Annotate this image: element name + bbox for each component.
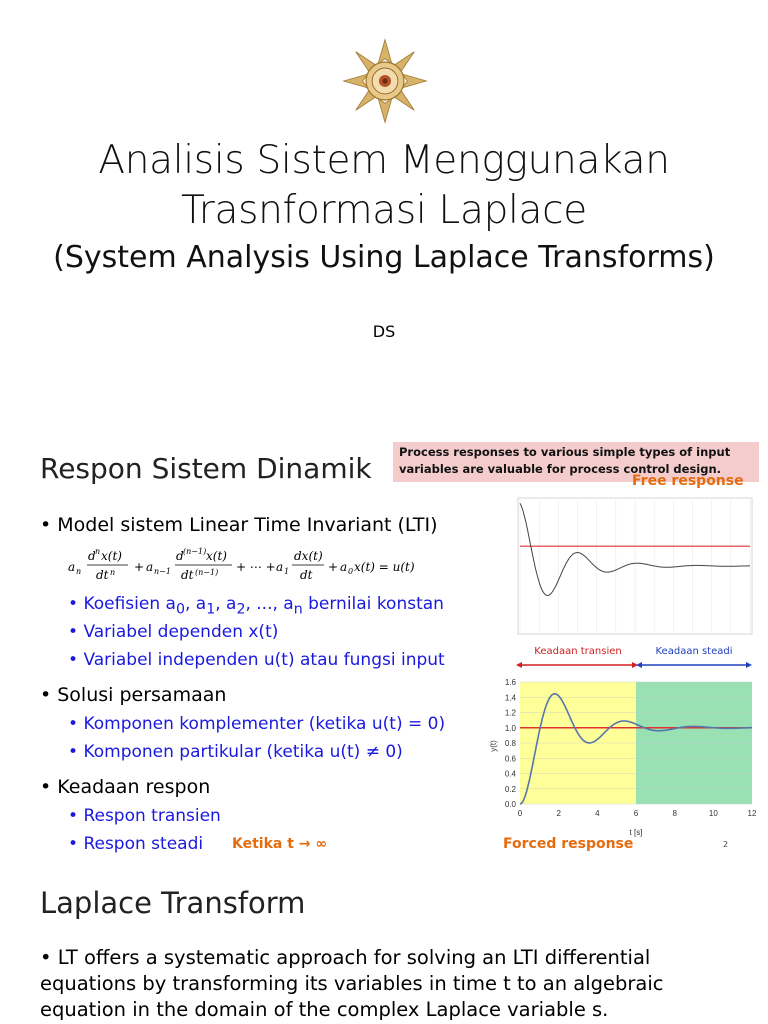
- region-label-transien: Keadaan transien: [534, 646, 622, 657]
- transien-text: Respon transien: [83, 806, 221, 826]
- steadi-text: Respon steadi: [83, 834, 204, 854]
- svg-text:x(t) = u(t): x(t) = u(t): [354, 560, 415, 574]
- svg-text:a: a: [146, 560, 154, 574]
- svg-text:(n−1): (n−1): [183, 547, 207, 556]
- svg-text:n−1: n−1: [154, 567, 171, 576]
- sub-bullet-dependen: • Variabel dependen x(t): [68, 622, 279, 642]
- partikular-text: Komponen partikular (ketika u(t) ≠ 0): [83, 742, 403, 762]
- callout-box: Process responses to various simple types of input variables are valuable for process control design.: [393, 442, 759, 482]
- slide-title-respon: Respon Sistem Dinamik: [40, 452, 372, 485]
- bullet-solusi: • Solusi persamaan: [40, 684, 227, 706]
- svg-text:n: n: [95, 547, 101, 556]
- forced-y-tick: 0.4: [504, 769, 516, 779]
- forced-x-tick: 2: [556, 809, 561, 818]
- svg-text:a: a: [340, 560, 348, 574]
- forced-response-label: Forced response: [503, 836, 634, 852]
- forced-x-tick: 8: [672, 809, 677, 818]
- forced-y-tick: 0.0: [504, 800, 516, 809]
- svg-text:n: n: [76, 567, 82, 576]
- steadi-arrow-right-head: [746, 662, 752, 668]
- forced-x-tick: 12: [747, 809, 757, 818]
- koefisien-suffix: bernilai konstan: [302, 594, 444, 614]
- forced-x-tick: 10: [708, 809, 718, 818]
- bullet-lti-model: • Model sistem Linear Time Invariant (LTI): [40, 514, 438, 536]
- svg-text:0: 0: [348, 567, 354, 576]
- laplace-bullet-text: LT offers a systematic approach for solving an LTI differential equations by transforming its variables in time t to an algebraic equation in the domain of the complex Laplace variable s.: [40, 946, 664, 1021]
- svg-text:(n−1): (n−1): [195, 568, 219, 577]
- sub-bullet-koefisien: • Koefisien $a_0$, $a_1$, $a_2$, ..., $a_n$ bernilai konstan: [68, 594, 444, 618]
- komplementer-text: Komponen komplementer (ketika u(t) = 0): [83, 714, 446, 734]
- university-seal-logo: [342, 38, 428, 124]
- lti-differential-equation: [68, 545, 488, 587]
- svg-text:a: a: [68, 560, 76, 574]
- forced-x-axis-label: t [s]: [629, 828, 643, 837]
- svg-text:a: a: [276, 560, 284, 574]
- forced-y-tick: 0.6: [504, 754, 516, 764]
- forced-y-tick: 1.0: [504, 723, 516, 733]
- region-label-steadi: Keadaan steadi: [655, 646, 733, 657]
- svg-text:1: 1: [284, 567, 290, 576]
- solusi-text: Solusi persamaan: [57, 684, 227, 706]
- laplace-bullet: • LT offers a systematic approach for solving an LTI differential equations by transforming its variables in time t to an algebraic equation in the domain of the complex Laplace variable s.: [40, 946, 664, 1021]
- bullet-lti-text: Model sistem Linear Time Invariant (LTI): [57, 514, 438, 536]
- transien-arrow-left-head: [516, 662, 522, 668]
- sub-bullet-steadi: • Respon steadi: [68, 834, 204, 854]
- independen-text: Variabel independen u(t) atau fungsi input: [83, 650, 445, 670]
- svg-text:d: d: [176, 549, 184, 563]
- svg-text:dt: dt: [181, 568, 194, 582]
- title-line-2: Trasnformasi Laplace: [181, 188, 587, 233]
- slide-title-laplace: Laplace Transform: [40, 886, 306, 920]
- forced-y-tick: 1.6: [504, 678, 516, 687]
- title-line-1: Analisis Sistem Menggunakan: [98, 138, 670, 183]
- dependen-text: Variabel dependen x(t): [83, 622, 279, 642]
- sub-bullet-transien: • Respon transien: [68, 806, 221, 826]
- sub-bullet-independen: • Variabel independen u(t) atau fungsi input: [68, 650, 445, 670]
- ketika-label: Ketika t → ∞: [232, 836, 328, 852]
- region-arrows: [516, 660, 752, 670]
- free-response-label: Free response: [632, 473, 744, 489]
- forced-x-tick: 6: [633, 809, 639, 818]
- sub-bullet-komplementer: • Komponen komplementer (ketika u(t) = 0): [68, 714, 446, 734]
- subtitle: (System Analysis Using Laplace Transforms): [53, 240, 715, 275]
- svg-text:dt: dt: [300, 568, 313, 582]
- forced-y-tick: 0.8: [504, 739, 516, 748]
- svg-text:+: +: [134, 560, 145, 574]
- svg-text:x(t): x(t): [206, 549, 227, 563]
- svg-text:n: n: [110, 568, 116, 577]
- forced-response-chart: [482, 674, 762, 838]
- forced-x-tick: 4: [595, 809, 600, 818]
- author: DS: [372, 322, 396, 341]
- keadaan-text: Keadaan respon: [57, 776, 211, 798]
- steadi-arrow-left-head: [636, 662, 642, 668]
- svg-text:+: +: [328, 560, 339, 574]
- forced-y-tick: 1.4: [504, 693, 516, 703]
- free-response-chart: [508, 494, 756, 640]
- svg-text:dx(t): dx(t): [294, 549, 323, 563]
- forced-y-axis-label: y(t): [489, 740, 498, 752]
- sub-bullet-partikular: • Komponen partikular (ketika u(t) ≠ 0): [68, 742, 403, 762]
- forced-x-tick: 0: [517, 809, 523, 818]
- forced-y-tick: 0.2: [504, 784, 516, 794]
- forced-y-tick: 1.2: [504, 708, 516, 718]
- page-number: 2: [723, 840, 729, 849]
- koefisien-label: Koefisien a: [83, 594, 176, 614]
- svg-text:+ ⋯ +: + ⋯ +: [236, 560, 276, 574]
- svg-text:x(t): x(t): [101, 549, 122, 563]
- svg-text:d: d: [88, 549, 96, 563]
- bullet-keadaan: • Keadaan respon: [40, 776, 211, 798]
- svg-text:dt: dt: [96, 568, 109, 582]
